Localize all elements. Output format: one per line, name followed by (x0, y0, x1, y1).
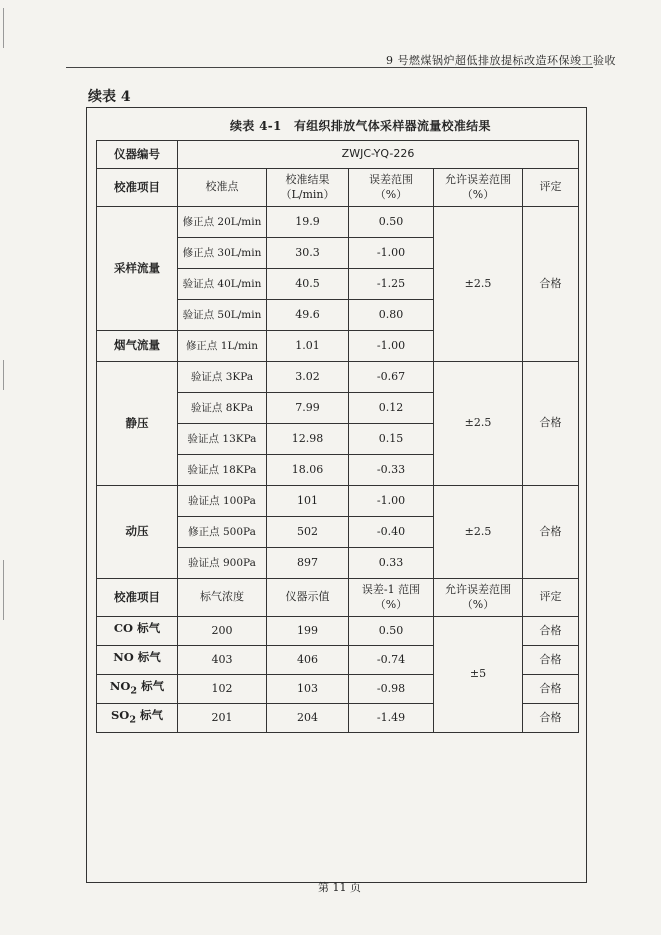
header-result-line1: 校准结果 (285, 172, 330, 186)
gas-rating: 合格 (523, 675, 579, 704)
dynamic-allowed: ±2.5 (434, 486, 523, 579)
gas-header-error (349, 579, 434, 617)
header-point: 校准点 (178, 169, 267, 207)
gas-header-concentration: 标气浓度 (178, 579, 267, 617)
cal-result: 897 (267, 548, 349, 579)
cal-error: -1.00 (349, 486, 434, 517)
gas-formula: NO (109, 679, 131, 694)
gas-allowed: ±5 (434, 617, 523, 733)
gas-rating: 合格 (523, 704, 579, 733)
gas-header-item: 校准项目 (97, 579, 178, 617)
gas-concentration: 102 (178, 675, 267, 704)
sampling-rating: 合格 (523, 207, 579, 362)
table-row (97, 207, 579, 238)
report-header: 9 号燃煤锅炉超低排放提标改造环保竣工验收 (386, 54, 616, 67)
header-rule (66, 67, 593, 68)
header-error (349, 169, 434, 207)
cal-result: 18.06 (267, 455, 349, 486)
gas-formula: NO (113, 650, 134, 665)
page-number: 第 11 页 (318, 881, 361, 894)
gas-error: 0.50 (349, 617, 434, 646)
gas-formula: CO (113, 621, 134, 636)
gas-formula: SO (110, 708, 130, 723)
gas-header-rating: 评定 (523, 579, 579, 617)
gas-header-row (97, 579, 579, 617)
gas-error: -0.74 (349, 646, 434, 675)
cal-error: 0.80 (349, 300, 434, 331)
cal-error: 0.15 (349, 424, 434, 455)
scan-edge-mark (3, 360, 4, 390)
gas-suffix: 标气 (133, 621, 161, 636)
cal-error: -0.33 (349, 455, 434, 486)
cal-error: 0.50 (349, 207, 434, 238)
header-allowed (434, 169, 523, 207)
gas-concentration: 403 (178, 646, 267, 675)
table-row (97, 486, 579, 517)
header-result (267, 169, 349, 207)
header-allowed-line2: （%） (461, 187, 495, 201)
gas-reading: 204 (267, 704, 349, 733)
cal-result: 3.02 (267, 362, 349, 393)
gas-name (97, 675, 178, 704)
static-rating: 合格 (523, 362, 579, 486)
cal-error: -1.25 (349, 269, 434, 300)
header-result-line2: （L/min） (280, 187, 335, 201)
cal-result: 49.6 (267, 300, 349, 331)
table-caption: 续表 4-1 有组织排放气体采样器流量校准结果 (230, 119, 491, 133)
gas-formula-subscript: 2 (129, 714, 136, 726)
gas-formula-subscript: 2 (130, 685, 138, 697)
static-pressure-label: 静压 (97, 362, 178, 486)
gas-header-allowed (434, 579, 523, 617)
cal-point: 修正点 20L/min (178, 207, 267, 238)
gas-error: -1.49 (349, 704, 434, 733)
gas-suffix: 标气 (133, 650, 161, 665)
cal-point: 验证点 40L/min (178, 269, 267, 300)
gas-concentration: 200 (178, 617, 267, 646)
cal-error: -0.67 (349, 362, 434, 393)
gas-header-reading: 仪器示值 (267, 579, 349, 617)
cal-error: 0.33 (349, 548, 434, 579)
cal-error: 0.12 (349, 393, 434, 424)
gas-error: -0.98 (349, 675, 434, 704)
dynamic-rating: 合格 (523, 486, 579, 579)
cal-point: 验证点 8KPa (178, 393, 267, 424)
table-row (97, 362, 579, 393)
header-error-line2: （%） (374, 187, 408, 201)
cal-point: 修正点 1L/min (178, 331, 267, 362)
gas-rating: 合格 (523, 646, 579, 675)
cal-result: 19.9 (267, 207, 349, 238)
gas-name (97, 704, 178, 733)
gas-suffix: 标气 (137, 679, 165, 694)
continuation-label: 续表 4 (88, 89, 131, 105)
gas-header-allowed-line2: （%） (461, 597, 495, 611)
header-rating: 评定 (523, 169, 579, 207)
table-row (97, 617, 579, 646)
header-error-line1: 误差范围 (369, 172, 413, 186)
gas-reading: 103 (267, 675, 349, 704)
cal-result: 101 (267, 486, 349, 517)
cal-point: 验证点 50L/min (178, 300, 267, 331)
gas-header-error-line1: 误差-1 范围 (361, 582, 421, 596)
gas-header-error-line2: （%） (374, 597, 408, 611)
scan-edge-mark (3, 560, 4, 620)
header-item: 校准项目 (97, 169, 178, 207)
cal-point: 修正点 500Pa (178, 517, 267, 548)
gas-reading: 406 (267, 646, 349, 675)
instrument-id: ZWJC-YQ-226 (178, 141, 579, 169)
gas-concentration: 201 (178, 704, 267, 733)
cal-error: -1.00 (349, 331, 434, 362)
sampling-allowed: ±2.5 (434, 207, 523, 362)
gas-name (97, 646, 178, 675)
cal-point: 验证点 18KPa (178, 455, 267, 486)
cal-result: 40.5 (267, 269, 349, 300)
cal-result: 30.3 (267, 238, 349, 269)
flue-flow-label: 烟气流量 (97, 331, 178, 362)
scan-edge-mark (3, 8, 4, 48)
gas-reading: 199 (267, 617, 349, 646)
flow-header-row (97, 169, 579, 207)
cal-point: 验证点 900Pa (178, 548, 267, 579)
gas-suffix: 标气 (135, 708, 163, 723)
cal-error: -1.00 (349, 238, 434, 269)
instrument-row (97, 141, 579, 169)
cal-result: 12.98 (267, 424, 349, 455)
cal-point: 验证点 3KPa (178, 362, 267, 393)
cal-point: 修正点 30L/min (178, 238, 267, 269)
cal-point: 验证点 100Pa (178, 486, 267, 517)
gas-header-allowed-line1: 允许误差范围 (445, 582, 511, 596)
dynamic-pressure-label: 动压 (97, 486, 178, 579)
static-allowed: ±2.5 (434, 362, 523, 486)
gas-rating: 合格 (523, 617, 579, 646)
cal-result: 7.99 (267, 393, 349, 424)
cal-result: 502 (267, 517, 349, 548)
instrument-label: 仪器编号 (97, 141, 178, 169)
header-allowed-line1: 允许误差范围 (445, 172, 511, 186)
cal-point: 验证点 13KPa (178, 424, 267, 455)
gas-name (97, 617, 178, 646)
cal-error: -0.40 (349, 517, 434, 548)
calibration-table (96, 140, 579, 733)
sampling-flow-label: 采样流量 (97, 207, 178, 331)
cal-result: 1.01 (267, 331, 349, 362)
